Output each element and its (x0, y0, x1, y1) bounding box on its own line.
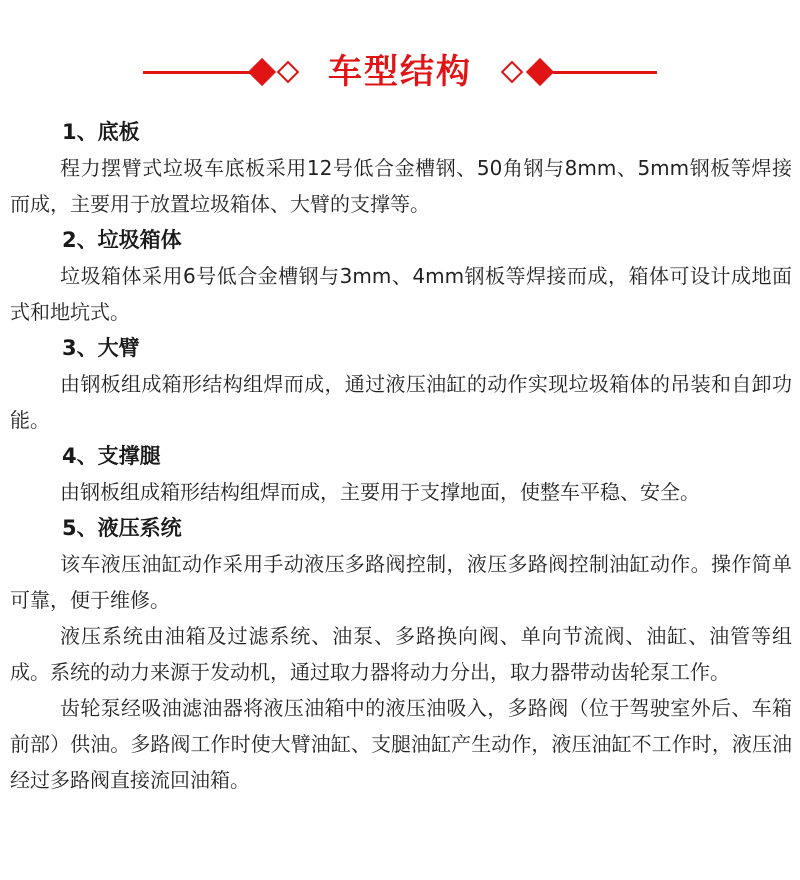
section-paragraph: 由钢板组成箱形结构组焊而成，通过液压油缸的动作实现垃圾箱体的吊装和自卸功能。 (10, 372, 792, 432)
section-paragraph: 齿轮泵经吸油滤油器将液压油箱中的液压油吸入，多路阀（位于驾驶室外后、车箱前部）供油。多路阀工作时使大臂油缸、支腿油缸产生动作，液压油缸不工作时，液压油经过多路阀直接流回油箱。 (10, 696, 792, 792)
section-title: 5、液压系统 (62, 516, 182, 540)
diamond-solid-icon (526, 58, 554, 86)
section-title: 2、垃圾箱体 (62, 228, 182, 252)
section-paragraph: 程力摆臂式垃圾车底板采用12号低合金槽钢、50角钢与8mm、5mm钢板等焊接而成，主要用于放置垃圾箱体、大臂的支撑等。 (10, 156, 792, 216)
section-hydraulic-system (10, 510, 792, 798)
header-rule-left (143, 71, 250, 74)
section-title: 3、大臂 (62, 336, 140, 360)
section-paragraph: 垃圾箱体采用6号低合金槽钢与3mm、4mm钢板等焊接而成，箱体可设计成地面式和地坑式。 (10, 264, 792, 324)
section-big-arm (10, 330, 792, 438)
section-title: 1、底板 (62, 120, 140, 144)
diamond-solid-icon (248, 58, 276, 86)
section-paragraph: 由钢板组成箱形结构组焊而成，主要用于支撑地面，使整车平稳、安全。 (60, 480, 700, 504)
document-body (10, 114, 792, 798)
page-title: 车型结构 (328, 52, 472, 92)
section-title: 4、支撑腿 (62, 444, 161, 468)
section-base-plate (10, 114, 792, 222)
section-paragraph: 该车液压油缸动作采用手动液压多路阀控制，液压多路阀控制油缸动作。操作简单可靠，便于维修。 (10, 552, 792, 612)
section-header (0, 40, 800, 104)
section-support-legs (10, 438, 792, 510)
diamond-outline-icon (501, 61, 524, 84)
header-rule-right (553, 71, 657, 74)
section-paragraph: 液压系统由油箱及过滤系统、油泵、多路换向阀、单向节流阀、油缸、油管等组成。系统的动力来源于发动机，通过取力器将动力分出，取力器带动齿轮泵工作。 (10, 624, 792, 684)
section-garbage-bin (10, 222, 792, 330)
diamond-outline-icon (277, 61, 300, 84)
